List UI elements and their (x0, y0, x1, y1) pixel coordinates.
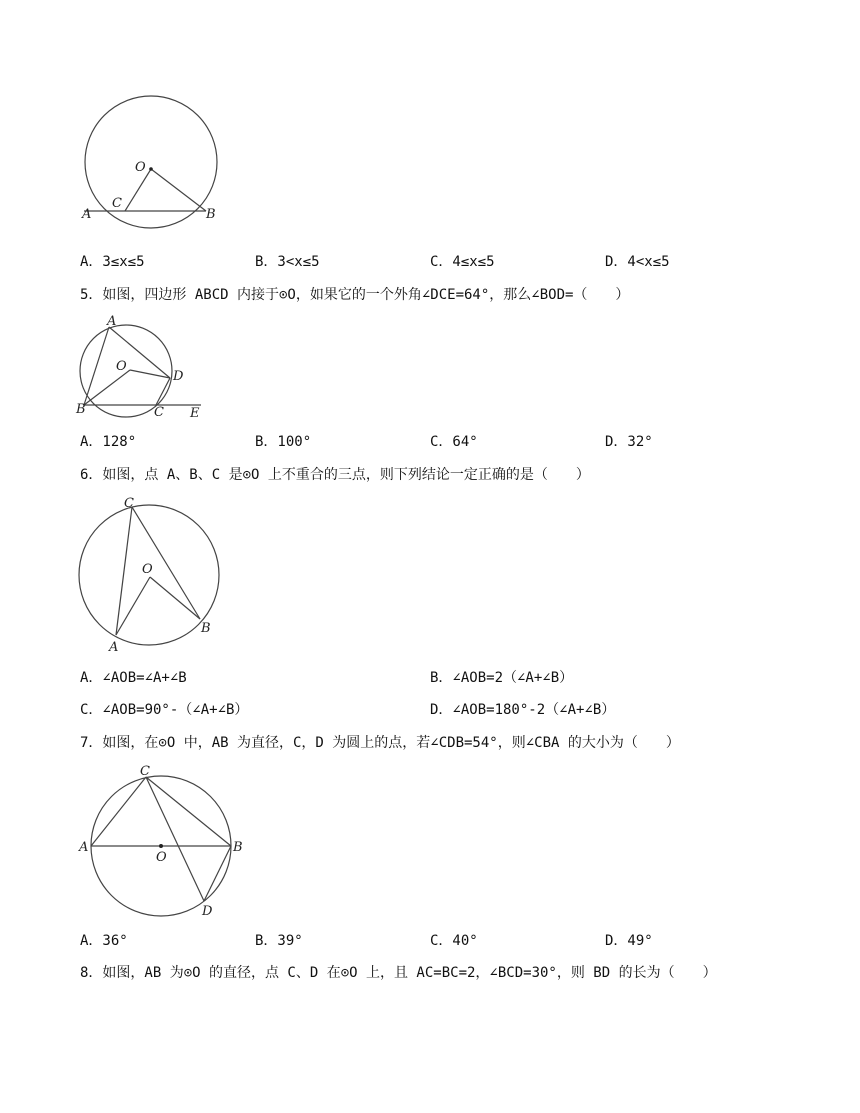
q5-option-a: A．128° (80, 434, 137, 450)
q7-label-a: A (79, 840, 89, 855)
q4-option-b: B．3<x≤5 (255, 254, 320, 270)
q4-figure (76, 94, 236, 234)
q4-label-o: O (135, 160, 146, 175)
q6-label-b: B (201, 621, 211, 636)
q4-option-d: D．4<x≤5 (605, 254, 670, 270)
q8-stem: 8．如图，AB 为⊙O 的直径，点 C、D 在⊙O 上，且 AC=BC=2，∠BCD=30°，则 BD 的长为（ ） (80, 965, 717, 981)
q6-segment-oa (116, 577, 150, 635)
q6-option-c: C．∠AOB=90°-（∠A+∠B） (80, 702, 249, 718)
q6-option-d: D．∠AOB=180°-2（∠A+∠B） (430, 702, 616, 718)
q4-label-a: A (82, 207, 92, 222)
q6-label-a: A (109, 640, 119, 655)
q5-option-b: B．100° (255, 434, 312, 450)
q7-chord-db (204, 846, 231, 901)
q5-segment-od (130, 370, 170, 378)
q7-figure (76, 760, 256, 920)
q7-circle-diagram (76, 760, 256, 920)
q5-label-e: E (190, 406, 200, 421)
q7-chord-cd (146, 777, 204, 901)
q4-center-dot (149, 167, 153, 171)
q5-label-a: A (107, 314, 117, 329)
q6-segment-ob (150, 577, 200, 619)
q6-stem: 6．如图，点 A、B、C 是⊙O 上不重合的三点，则下列结论一定正确的是（ ） (80, 467, 590, 483)
q7-label-c: C (140, 764, 150, 779)
q7-option-d: D．49° (605, 933, 653, 949)
q6-option-b: B．∠AOB=2（∠A+∠B） (430, 670, 574, 686)
q7-label-b: B (233, 840, 243, 855)
q6-figure (76, 494, 236, 654)
q5-label-d: D (173, 369, 184, 384)
q5-label-c: C (154, 405, 164, 420)
q5-stem: 5．如图，四边形 ABCD 内接于⊙O，如果它的一个外角∠DCE=64°，那么∠BOD=（ ） (80, 287, 630, 303)
q5-figure (76, 314, 216, 424)
q5-side-dc (156, 378, 170, 405)
q6-circle-diagram (76, 494, 236, 654)
q6-segment-ca (116, 507, 132, 635)
q4-segment-oc (125, 169, 151, 211)
q5-option-c: C．64° (430, 434, 478, 450)
q4-segment-ob (151, 169, 206, 211)
q6-label-o: O (142, 562, 153, 577)
q5-option-d: D．32° (605, 434, 653, 450)
q4-circle (85, 96, 217, 228)
q5-label-o: O (116, 359, 127, 374)
q6-option-a: A．∠AOB=∠A+∠B (80, 670, 187, 686)
q4-label-c: C (112, 196, 122, 211)
q7-chord-cb (146, 777, 231, 846)
q5-label-b: B (76, 402, 86, 417)
q7-option-a: A．36° (80, 933, 128, 949)
q7-label-o: O (156, 850, 167, 865)
q7-stem: 7．如图，在⊙O 中，AB 为直径，C，D 为圆上的点，若∠CDB=54°，则∠CBA 的大小为（ ） (80, 735, 680, 751)
q4-option-a: A．3≤x≤5 (80, 254, 145, 270)
q4-circle-diagram (76, 94, 236, 234)
q5-segment-ob (84, 370, 130, 405)
q7-option-b: B．39° (255, 933, 303, 949)
q5-circle-diagram (76, 314, 216, 424)
q5-side-ab (84, 327, 109, 405)
q7-option-c: C．40° (430, 933, 478, 949)
q6-label-c: C (124, 496, 134, 511)
q4-label-b: B (206, 207, 216, 222)
q7-label-d: D (202, 904, 213, 919)
q4-option-c: C．4≤x≤5 (430, 254, 495, 270)
q7-chord-ac (91, 777, 146, 846)
q7-center-dot (159, 844, 163, 848)
